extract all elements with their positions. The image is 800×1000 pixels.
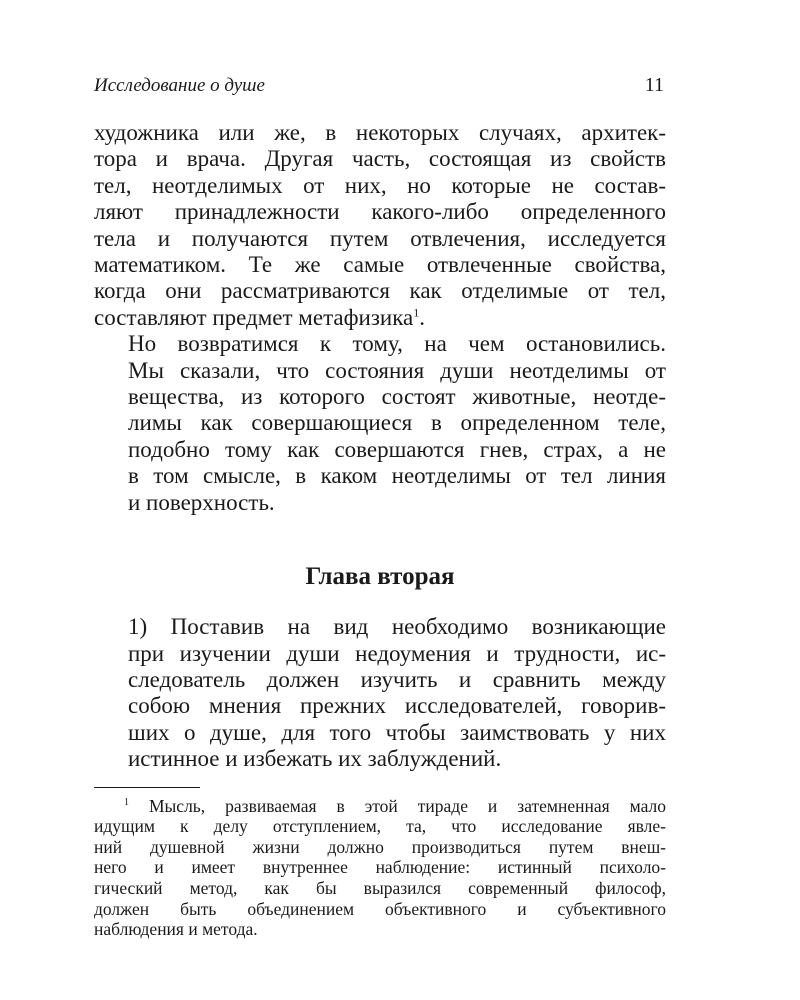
chapter-heading: Глава вторая: [305, 563, 455, 591]
text-line: математиком. Те же самые отвлеченные свойства,: [94, 252, 666, 278]
text-line: 1) Поставив на вид необходимо возникающие: [128, 614, 666, 640]
text-line: тора и врача. Другая часть, состоящая из свойств: [94, 146, 666, 172]
text-line: следователь должен изучить и сравнить между: [128, 666, 666, 692]
footnote-reference: 1: [413, 305, 420, 320]
footnote-line: идущим к делу отступлением, та, что исследование явле-: [94, 816, 666, 837]
text-line: когда они рассматриваются как отделимые от тел,: [94, 278, 666, 304]
running-header: [94, 74, 666, 104]
text-line: ших о душе, для того чтобы заимствовать у них: [128, 719, 666, 745]
footnote-line-content: Мысль, развиваемая в этой тираде и затемненная мало: [148, 795, 667, 816]
paragraph-3: [94, 614, 666, 772]
footnote-divider: [94, 787, 200, 788]
footnote: [94, 796, 666, 940]
text-line: Но возвратимся к тому, на чем остановились.: [128, 331, 666, 357]
text-line: истинное и избежать их заблуждений.: [128, 746, 502, 772]
text-line: подобно тому как совершаются гнев, страх, а не: [128, 436, 666, 462]
text-line: ляют принадлежности какого-либо определенного: [94, 199, 666, 225]
text-line: Мы сказали, что состояния души неотделимы от: [128, 357, 666, 383]
text-line-end: .: [419, 304, 425, 330]
text-line: тела и получаются путем отвлечения, исследуется: [94, 225, 666, 251]
page-number: 11: [644, 74, 664, 96]
text-line: и поверхность.: [128, 489, 275, 515]
text-line: [94, 305, 666, 331]
footnote-line: ний душевной жизни должно производиться путем внеш-: [94, 836, 666, 857]
text-line: тел, неотделимых от них, но которые не состав-: [94, 172, 666, 198]
footnote-line: него и имеет внутреннее наблюдение: истинный психоло-: [94, 857, 666, 878]
text-line: в том смысле, в каком неотделимы от тел линия: [128, 463, 666, 489]
footnote-line: должен быть объединением объективного и субъективного: [94, 898, 666, 919]
text-line: собою мнения прежних исследователей, говорив-: [128, 693, 666, 719]
book-page: [94, 74, 666, 940]
footnote-marker: 1: [124, 796, 129, 808]
body-text: [94, 120, 666, 773]
text-line: художника или же, в некоторых случаях, архитек-: [94, 120, 666, 145]
text-line: вещества, из которого состоят животные, неотде-: [128, 384, 666, 410]
footnote-line: [94, 796, 666, 817]
footnote-line: наблюдения и метода.: [94, 919, 258, 940]
text-line: лимы как совершающиеся в определенном теле,: [128, 410, 666, 436]
paragraph-1: [94, 120, 666, 331]
running-title: Исследование о душе: [94, 75, 265, 96]
text-line: при изучении души недоумения и трудности, ис-: [128, 640, 666, 666]
footnote-line: гический метод, как бы выразился современный философ,: [94, 877, 666, 898]
text-line-content: составляют предмет метафизика: [94, 304, 414, 330]
paragraph-2: [94, 331, 666, 516]
